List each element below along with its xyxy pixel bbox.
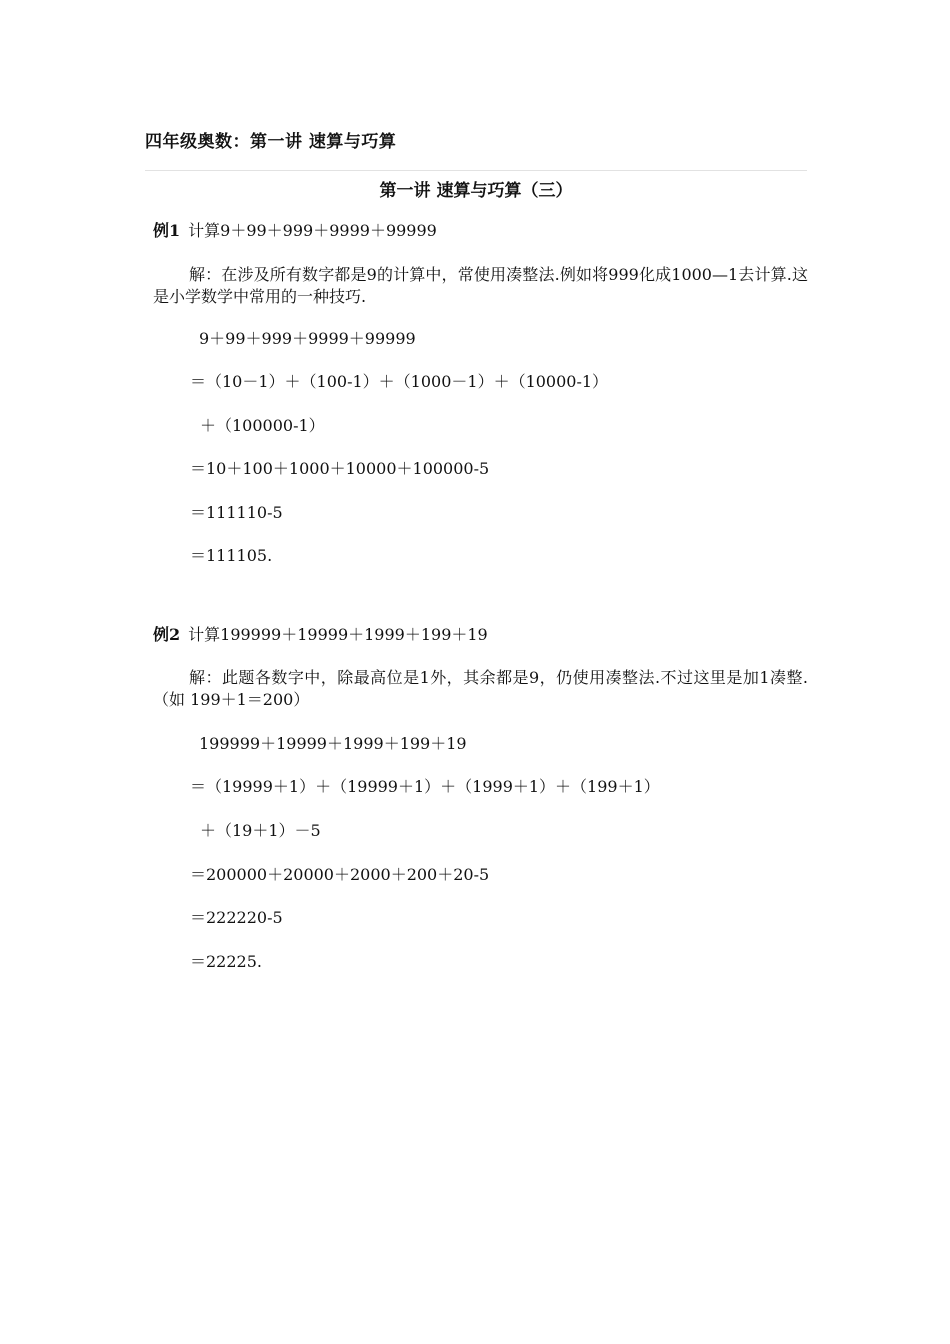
- example2-label: 例2: [153, 625, 181, 644]
- example1-step-6: ＝111105.: [190, 546, 273, 565]
- example1-solution: 解：在涉及所有数字都是9的计算中，常使用凑整法.例如将999化成1000—1去计算.这是小学数学中常用的一种技巧.: [153, 265, 808, 306]
- example2-step-6: ＝22225.: [190, 952, 262, 971]
- example2-step-1: 199999＋19999＋1999＋199＋19: [199, 734, 467, 753]
- example1-step-4: ＝10＋100＋1000＋10000＋100000-5: [190, 459, 490, 478]
- example1-step-1: 9＋99＋999＋9999＋99999: [199, 329, 416, 348]
- example2-problem: 计算199999＋19999＋1999＋199＋19: [188, 625, 488, 644]
- document-header-title: 四年级奥数：第一讲 速算与巧算: [145, 132, 397, 152]
- lecture-title: 第一讲 速算与巧算（三）: [379, 181, 573, 201]
- example2-heading: [153, 624, 488, 646]
- example1-label: 例1: [153, 221, 181, 240]
- header-divider: [145, 170, 807, 171]
- example1-heading: [153, 220, 437, 242]
- example1-step-5: ＝111110-5: [190, 503, 283, 522]
- example2-step-3: ＋（19＋1）－5: [200, 821, 321, 840]
- example2-step-4: ＝200000＋20000＋2000＋200＋20-5: [190, 865, 490, 884]
- example1-problem: 计算9＋99＋999＋9999＋99999: [188, 221, 437, 240]
- example1-step-3: ＋（100000-1）: [200, 416, 325, 435]
- example2-step-5: ＝222220-5: [190, 908, 283, 927]
- example1-step-2: ＝（10－1）＋（100-1）＋（1000－1）＋（10000-1）: [190, 372, 609, 391]
- example2-solution: 解：此题各数字中，除最高位是1外，其余都是9，仍使用凑整法.不过这里是加1凑整.（如 199＋1＝200）: [153, 668, 808, 709]
- example2-step-2: ＝（19999＋1）＋（19999＋1）＋（1999＋1）＋（199＋1）: [190, 777, 660, 796]
